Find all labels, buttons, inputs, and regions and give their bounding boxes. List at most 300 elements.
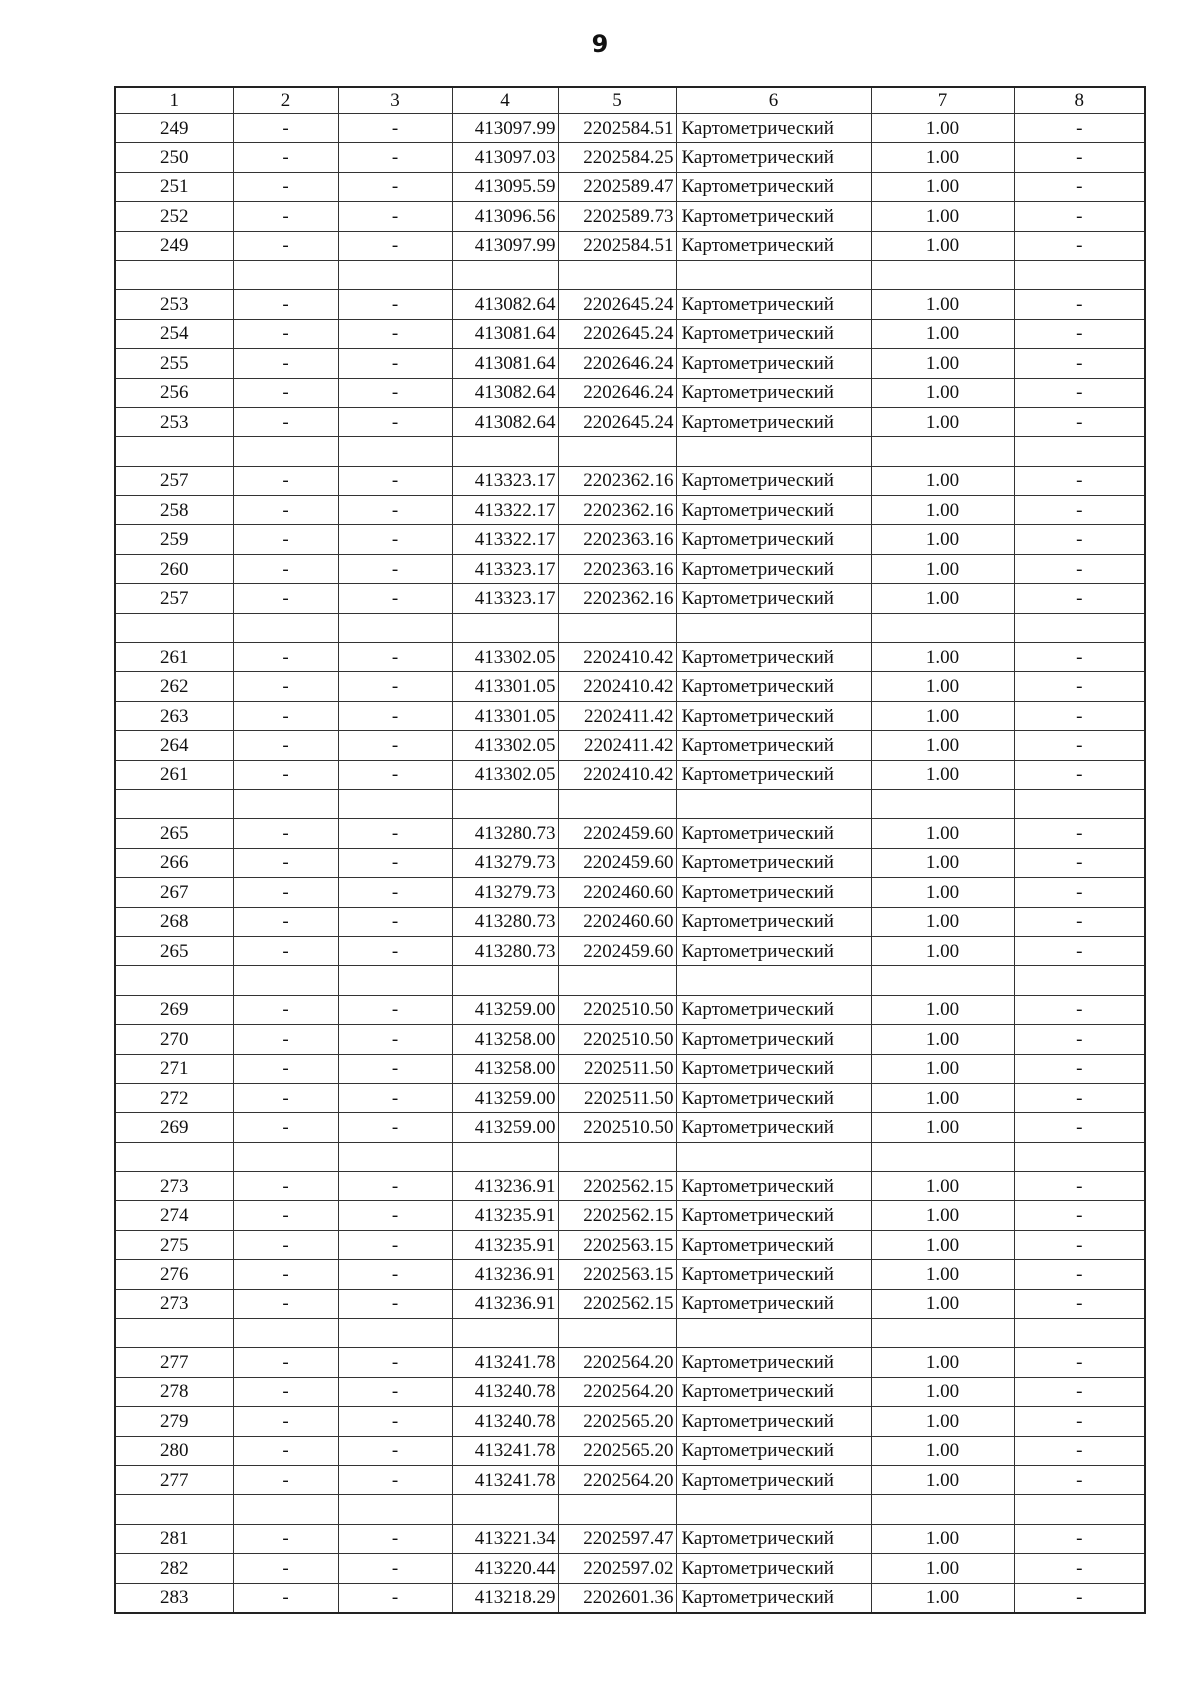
table-cell-col-6: Картометрический [676, 466, 871, 495]
table-cell-col-5: 2202510.50 [558, 995, 676, 1024]
table-cell-col-3: - [338, 407, 452, 436]
table-cell-col-8: - [1014, 143, 1145, 172]
table-cell-col-2: - [233, 1436, 338, 1465]
table-cell-col-2: - [233, 319, 338, 348]
table-cell-col-7: 1.00 [871, 1289, 1014, 1318]
table-cell-col-7: 1.00 [871, 525, 1014, 554]
table-cell-col-1: 263 [115, 701, 233, 730]
table-cell-col-4: 413095.59 [452, 172, 558, 201]
table-cell-col-6: Картометрический [676, 1025, 871, 1054]
table-cell-col-1: 261 [115, 643, 233, 672]
table-cell-col-5: 2202511.50 [558, 1083, 676, 1112]
table-cell-col-8: - [1014, 202, 1145, 231]
table-cell-col-1: 257 [115, 584, 233, 613]
table-cell-col-6: Картометрический [676, 848, 871, 877]
table-cell-col-5: 2202411.42 [558, 701, 676, 730]
table-cell-col-6: Картометрический [676, 1436, 871, 1465]
table-cell-col-1: 278 [115, 1377, 233, 1406]
table-cell-col-7 [871, 966, 1014, 995]
table-cell-col-8: - [1014, 672, 1145, 701]
table-cell-col-4: 413236.91 [452, 1289, 558, 1318]
table-cell-col-3 [338, 1142, 452, 1171]
table-cell-col-6: Картометрический [676, 554, 871, 583]
table-cell-col-2: - [233, 584, 338, 613]
table-row [115, 554, 1145, 583]
table-cell-col-8: - [1014, 1289, 1145, 1318]
table-cell-col-4 [452, 1495, 558, 1524]
table-cell-col-7 [871, 437, 1014, 466]
table-cell-col-1: 269 [115, 995, 233, 1024]
table-cell-col-3: - [338, 584, 452, 613]
table-cell-col-3: - [338, 643, 452, 672]
table-cell-col-3: - [338, 731, 452, 760]
column-header-6: 6 [676, 87, 871, 114]
table-cell-col-6: Картометрический [676, 202, 871, 231]
table-cell-col-5: 2202584.51 [558, 231, 676, 260]
table-cell-col-3: - [338, 760, 452, 789]
table-cell-col-4: 413322.17 [452, 525, 558, 554]
table-cell-col-8: - [1014, 760, 1145, 789]
table-cell-col-7: 1.00 [871, 1554, 1014, 1583]
table-cell-col-8: - [1014, 701, 1145, 730]
table-cell-col-5: 2202646.24 [558, 349, 676, 378]
table-cell-col-2 [233, 260, 338, 289]
table-cell-col-6: Картометрический [676, 1113, 871, 1142]
table-cell-col-6: Картометрический [676, 231, 871, 260]
table-cell-col-8: - [1014, 466, 1145, 495]
table-cell-col-5: 2202411.42 [558, 731, 676, 760]
table-cell-col-6 [676, 260, 871, 289]
table-cell-col-1: 252 [115, 202, 233, 231]
table-cell-col-1 [115, 1319, 233, 1348]
table-cell-col-7: 1.00 [871, 202, 1014, 231]
table-row [115, 1436, 1145, 1465]
table-cell-col-8: - [1014, 1201, 1145, 1230]
table-row [115, 290, 1145, 319]
table-cell-col-6 [676, 789, 871, 818]
table-cell-col-2: - [233, 496, 338, 525]
table-cell-col-4: 413240.78 [452, 1377, 558, 1406]
table-row [115, 1113, 1145, 1142]
table-cell-col-1: 281 [115, 1524, 233, 1553]
table-cell-col-5: 2202363.16 [558, 525, 676, 554]
table-row [115, 789, 1145, 818]
table-cell-col-6: Картометрический [676, 1348, 871, 1377]
table-cell-col-5 [558, 437, 676, 466]
table-cell-col-4 [452, 613, 558, 642]
table-cell-col-8: - [1014, 496, 1145, 525]
table-cell-col-4 [452, 1319, 558, 1348]
table-cell-col-7: 1.00 [871, 1377, 1014, 1406]
table-cell-col-4: 413280.73 [452, 936, 558, 965]
table-cell-col-4: 413322.17 [452, 496, 558, 525]
table-cell-col-3: - [338, 1348, 452, 1377]
table-cell-col-8 [1014, 1319, 1145, 1348]
table-cell-col-2: - [233, 1289, 338, 1318]
table-cell-col-8: - [1014, 525, 1145, 554]
table-cell-col-8: - [1014, 819, 1145, 848]
table-row [115, 525, 1145, 554]
table-cell-col-4: 413302.05 [452, 731, 558, 760]
table-cell-col-7 [871, 1495, 1014, 1524]
table-cell-col-8: - [1014, 319, 1145, 348]
table-cell-col-8: - [1014, 1436, 1145, 1465]
table-cell-col-7 [871, 1142, 1014, 1171]
table-cell-col-2 [233, 437, 338, 466]
table-cell-col-7: 1.00 [871, 1260, 1014, 1289]
table-cell-col-4: 413235.91 [452, 1201, 558, 1230]
table-cell-col-3: - [338, 1289, 452, 1318]
table-cell-col-5: 2202589.47 [558, 172, 676, 201]
table-row [115, 1260, 1145, 1289]
table-cell-col-5: 2202584.51 [558, 114, 676, 143]
table-cell-col-3: - [338, 1025, 452, 1054]
table-cell-col-4: 413241.78 [452, 1465, 558, 1494]
table-row [115, 1348, 1145, 1377]
table-cell-col-7: 1.00 [871, 319, 1014, 348]
table-cell-col-7: 1.00 [871, 819, 1014, 848]
table-cell-col-7 [871, 1319, 1014, 1348]
table-cell-col-4: 413096.56 [452, 202, 558, 231]
table-row [115, 819, 1145, 848]
table-cell-col-2: - [233, 1407, 338, 1436]
table-cell-col-1: 273 [115, 1289, 233, 1318]
table-cell-col-7: 1.00 [871, 1054, 1014, 1083]
table-cell-col-4: 413259.00 [452, 995, 558, 1024]
table-cell-col-3: - [338, 466, 452, 495]
table-cell-col-8: - [1014, 1348, 1145, 1377]
table-cell-col-6: Картометрический [676, 731, 871, 760]
table-cell-col-6: Картометрический [676, 378, 871, 407]
table-row [115, 672, 1145, 701]
table-cell-col-4: 413220.44 [452, 1554, 558, 1583]
table-cell-col-1: 269 [115, 1113, 233, 1142]
table-cell-col-6: Картометрический [676, 1465, 871, 1494]
table-row [115, 701, 1145, 730]
table-cell-col-3: - [338, 701, 452, 730]
table-cell-col-5: 2202565.20 [558, 1407, 676, 1436]
table-cell-col-4: 413236.91 [452, 1172, 558, 1201]
table-cell-col-3: - [338, 1583, 452, 1613]
table-cell-col-2 [233, 613, 338, 642]
table-cell-col-2: - [233, 554, 338, 583]
table-cell-col-6: Картометрический [676, 672, 871, 701]
table-cell-col-5: 2202362.16 [558, 466, 676, 495]
table-cell-col-7: 1.00 [871, 907, 1014, 936]
table-cell-col-4: 413097.99 [452, 114, 558, 143]
table-cell-col-5 [558, 789, 676, 818]
table-cell-col-7: 1.00 [871, 1465, 1014, 1494]
table-cell-col-2: - [233, 202, 338, 231]
table-cell-col-3: - [338, 319, 452, 348]
table-cell-col-3: - [338, 1436, 452, 1465]
table-row [115, 1230, 1145, 1259]
table-cell-col-1: 270 [115, 1025, 233, 1054]
table-cell-col-4: 413301.05 [452, 672, 558, 701]
table-cell-col-5: 2202562.15 [558, 1172, 676, 1201]
table-cell-col-5: 2202460.60 [558, 907, 676, 936]
table-cell-col-7: 1.00 [871, 936, 1014, 965]
table-row [115, 114, 1145, 143]
table-cell-col-3: - [338, 1465, 452, 1494]
table-cell-col-7: 1.00 [871, 114, 1014, 143]
table-row [115, 1465, 1145, 1494]
table-cell-col-4: 413279.73 [452, 878, 558, 907]
table-cell-col-3: - [338, 1524, 452, 1553]
table-cell-col-8: - [1014, 378, 1145, 407]
table-cell-col-2: - [233, 290, 338, 319]
table-row [115, 878, 1145, 907]
table-cell-col-6: Картометрический [676, 1554, 871, 1583]
table-cell-col-5: 2202459.60 [558, 936, 676, 965]
table-cell-col-6: Картометрический [676, 760, 871, 789]
table-row [115, 936, 1145, 965]
table-cell-col-3: - [338, 378, 452, 407]
table-cell-col-3 [338, 789, 452, 818]
table-cell-col-2 [233, 789, 338, 818]
table-cell-col-1: 272 [115, 1083, 233, 1112]
table-cell-col-2: - [233, 819, 338, 848]
table-cell-col-2 [233, 1142, 338, 1171]
table-cell-col-3 [338, 966, 452, 995]
table-body [115, 114, 1145, 1613]
table-cell-col-2: - [233, 466, 338, 495]
table-cell-col-2: - [233, 1025, 338, 1054]
table-cell-col-5: 2202410.42 [558, 643, 676, 672]
table-row [115, 995, 1145, 1024]
table-cell-col-1: 274 [115, 1201, 233, 1230]
table-cell-col-3: - [338, 1260, 452, 1289]
table-cell-col-3: - [338, 172, 452, 201]
table-cell-col-7: 1.00 [871, 466, 1014, 495]
table-cell-col-3 [338, 613, 452, 642]
table-cell-col-1: 261 [115, 760, 233, 789]
table-cell-col-7: 1.00 [871, 672, 1014, 701]
table-cell-col-7: 1.00 [871, 731, 1014, 760]
table-cell-col-8: - [1014, 1083, 1145, 1112]
table-cell-col-3: - [338, 202, 452, 231]
table-cell-col-6: Картометрический [676, 1289, 871, 1318]
table-cell-col-4: 413097.03 [452, 143, 558, 172]
table-cell-col-2: - [233, 1377, 338, 1406]
table-cell-col-1: 250 [115, 143, 233, 172]
table-cell-col-3 [338, 260, 452, 289]
table-row [115, 231, 1145, 260]
table-cell-col-8: - [1014, 936, 1145, 965]
table-cell-col-8 [1014, 1495, 1145, 1524]
table-cell-col-5: 2202565.20 [558, 1436, 676, 1465]
table-row [115, 437, 1145, 466]
table-cell-col-6: Картометрический [676, 1377, 871, 1406]
table-row [115, 1201, 1145, 1230]
table-cell-col-1: 249 [115, 231, 233, 260]
table-cell-col-3: - [338, 907, 452, 936]
table-cell-col-6: Картометрический [676, 525, 871, 554]
table-cell-col-1: 253 [115, 290, 233, 319]
table-cell-col-4: 413258.00 [452, 1025, 558, 1054]
table-cell-col-7: 1.00 [871, 1113, 1014, 1142]
table-cell-col-8: - [1014, 731, 1145, 760]
table-cell-col-3: - [338, 525, 452, 554]
table-cell-col-4: 413259.00 [452, 1083, 558, 1112]
table-cell-col-1: 260 [115, 554, 233, 583]
table-cell-col-2: - [233, 878, 338, 907]
table-cell-col-5: 2202410.42 [558, 672, 676, 701]
table-cell-col-4: 413221.34 [452, 1524, 558, 1553]
table-cell-col-1 [115, 966, 233, 995]
table-cell-col-5: 2202564.20 [558, 1465, 676, 1494]
table-cell-col-7: 1.00 [871, 554, 1014, 583]
table-cell-col-1: 277 [115, 1348, 233, 1377]
table-cell-col-4: 413241.78 [452, 1436, 558, 1465]
table-cell-col-8: - [1014, 848, 1145, 877]
table-row [115, 319, 1145, 348]
table-cell-col-1 [115, 1142, 233, 1171]
table-cell-col-6: Картометрический [676, 114, 871, 143]
table-row [115, 407, 1145, 436]
table-cell-col-5: 2202410.42 [558, 760, 676, 789]
table-cell-col-4 [452, 789, 558, 818]
table-cell-col-4: 413240.78 [452, 1407, 558, 1436]
table-cell-col-3: - [338, 1554, 452, 1583]
table-cell-col-5: 2202645.24 [558, 290, 676, 319]
table-cell-col-4: 413323.17 [452, 554, 558, 583]
table-cell-col-1: 277 [115, 1465, 233, 1494]
table-cell-col-5: 2202562.15 [558, 1289, 676, 1318]
table-cell-col-3: - [338, 848, 452, 877]
column-header-4: 4 [452, 87, 558, 114]
table-cell-col-1: 249 [115, 114, 233, 143]
table-cell-col-7: 1.00 [871, 1083, 1014, 1112]
table-cell-col-6 [676, 1142, 871, 1171]
table-cell-col-8: - [1014, 1230, 1145, 1259]
column-header-8: 8 [1014, 87, 1145, 114]
table-row [115, 1083, 1145, 1112]
table-cell-col-6: Картометрический [676, 143, 871, 172]
table-cell-col-8: - [1014, 1377, 1145, 1406]
table-cell-col-4: 413323.17 [452, 584, 558, 613]
table-cell-col-4: 413235.91 [452, 1230, 558, 1259]
table-cell-col-2: - [233, 1583, 338, 1613]
table-cell-col-6: Картометрический [676, 819, 871, 848]
table-cell-col-2: - [233, 1054, 338, 1083]
table-cell-col-8: - [1014, 1583, 1145, 1613]
table-cell-col-6: Картометрический [676, 1083, 871, 1112]
table-cell-col-5: 2202564.20 [558, 1348, 676, 1377]
column-header-3: 3 [338, 87, 452, 114]
table-cell-col-8: - [1014, 1524, 1145, 1553]
table-cell-col-8: - [1014, 1260, 1145, 1289]
table-row [115, 1025, 1145, 1054]
table-cell-col-8: - [1014, 584, 1145, 613]
table-row [115, 1054, 1145, 1083]
table-cell-col-1: 251 [115, 172, 233, 201]
table-cell-col-7: 1.00 [871, 496, 1014, 525]
table-cell-col-2: - [233, 1260, 338, 1289]
table-cell-col-2: - [233, 525, 338, 554]
table-row [115, 378, 1145, 407]
table-cell-col-7: 1.00 [871, 878, 1014, 907]
table-cell-col-3: - [338, 1083, 452, 1112]
table-row [115, 496, 1145, 525]
table-cell-col-4: 413241.78 [452, 1348, 558, 1377]
table-cell-col-2: - [233, 1083, 338, 1112]
table-cell-col-5: 2202646.24 [558, 378, 676, 407]
table-cell-col-8: - [1014, 1465, 1145, 1494]
table-cell-col-6: Картометрический [676, 290, 871, 319]
table-cell-col-5: 2202460.60 [558, 878, 676, 907]
table-row [115, 202, 1145, 231]
table-cell-col-5 [558, 1319, 676, 1348]
table-cell-col-8: - [1014, 643, 1145, 672]
table-cell-col-1: 265 [115, 819, 233, 848]
table-cell-col-1 [115, 437, 233, 466]
table-cell-col-2: - [233, 1113, 338, 1142]
table-cell-col-2: - [233, 907, 338, 936]
table-cell-col-1: 253 [115, 407, 233, 436]
table-cell-col-7: 1.00 [871, 584, 1014, 613]
table-cell-col-8 [1014, 613, 1145, 642]
table-cell-col-2 [233, 966, 338, 995]
table-cell-col-1: 273 [115, 1172, 233, 1201]
table-row [115, 760, 1145, 789]
table-cell-col-3: - [338, 995, 452, 1024]
table-cell-col-3: - [338, 290, 452, 319]
table-cell-col-5: 2202511.50 [558, 1054, 676, 1083]
coordinates-table [114, 86, 1146, 1614]
table-cell-col-8 [1014, 437, 1145, 466]
table-cell-col-3: - [338, 936, 452, 965]
table-cell-col-5: 2202597.02 [558, 1554, 676, 1583]
table-cell-col-2: - [233, 143, 338, 172]
table-cell-col-2: - [233, 1348, 338, 1377]
table-cell-col-6: Картометрический [676, 584, 871, 613]
table-cell-col-7: 1.00 [871, 1201, 1014, 1230]
table-cell-col-7 [871, 613, 1014, 642]
table-cell-col-4: 413280.73 [452, 819, 558, 848]
table-cell-col-1 [115, 260, 233, 289]
table-cell-col-6: Картометрический [676, 1524, 871, 1553]
table-cell-col-8: - [1014, 1172, 1145, 1201]
table-cell-col-5: 2202645.24 [558, 407, 676, 436]
table-cell-col-5: 2202564.20 [558, 1377, 676, 1406]
column-header-1: 1 [115, 87, 233, 114]
table-cell-col-3: - [338, 114, 452, 143]
table-cell-col-6 [676, 1319, 871, 1348]
table-cell-col-8: - [1014, 290, 1145, 319]
table-cell-col-6: Картометрический [676, 1583, 871, 1613]
table-cell-col-7: 1.00 [871, 760, 1014, 789]
table-cell-col-6: Картометрический [676, 907, 871, 936]
table-cell-col-3: - [338, 819, 452, 848]
table-cell-col-3: - [338, 496, 452, 525]
table-cell-col-8: - [1014, 878, 1145, 907]
table-cell-col-4: 413097.99 [452, 231, 558, 260]
table-cell-col-1: 276 [115, 1260, 233, 1289]
table-cell-col-6: Картометрический [676, 1230, 871, 1259]
table-row [115, 643, 1145, 672]
table-cell-col-2: - [233, 672, 338, 701]
table-cell-col-3 [338, 1319, 452, 1348]
table-cell-col-2: - [233, 1524, 338, 1553]
table-cell-col-5: 2202584.25 [558, 143, 676, 172]
table-cell-col-7: 1.00 [871, 1436, 1014, 1465]
table-row [115, 260, 1145, 289]
table-cell-col-6: Картометрический [676, 878, 871, 907]
table-cell-col-2: - [233, 114, 338, 143]
table-cell-col-1: 258 [115, 496, 233, 525]
table-cell-col-7: 1.00 [871, 1524, 1014, 1553]
